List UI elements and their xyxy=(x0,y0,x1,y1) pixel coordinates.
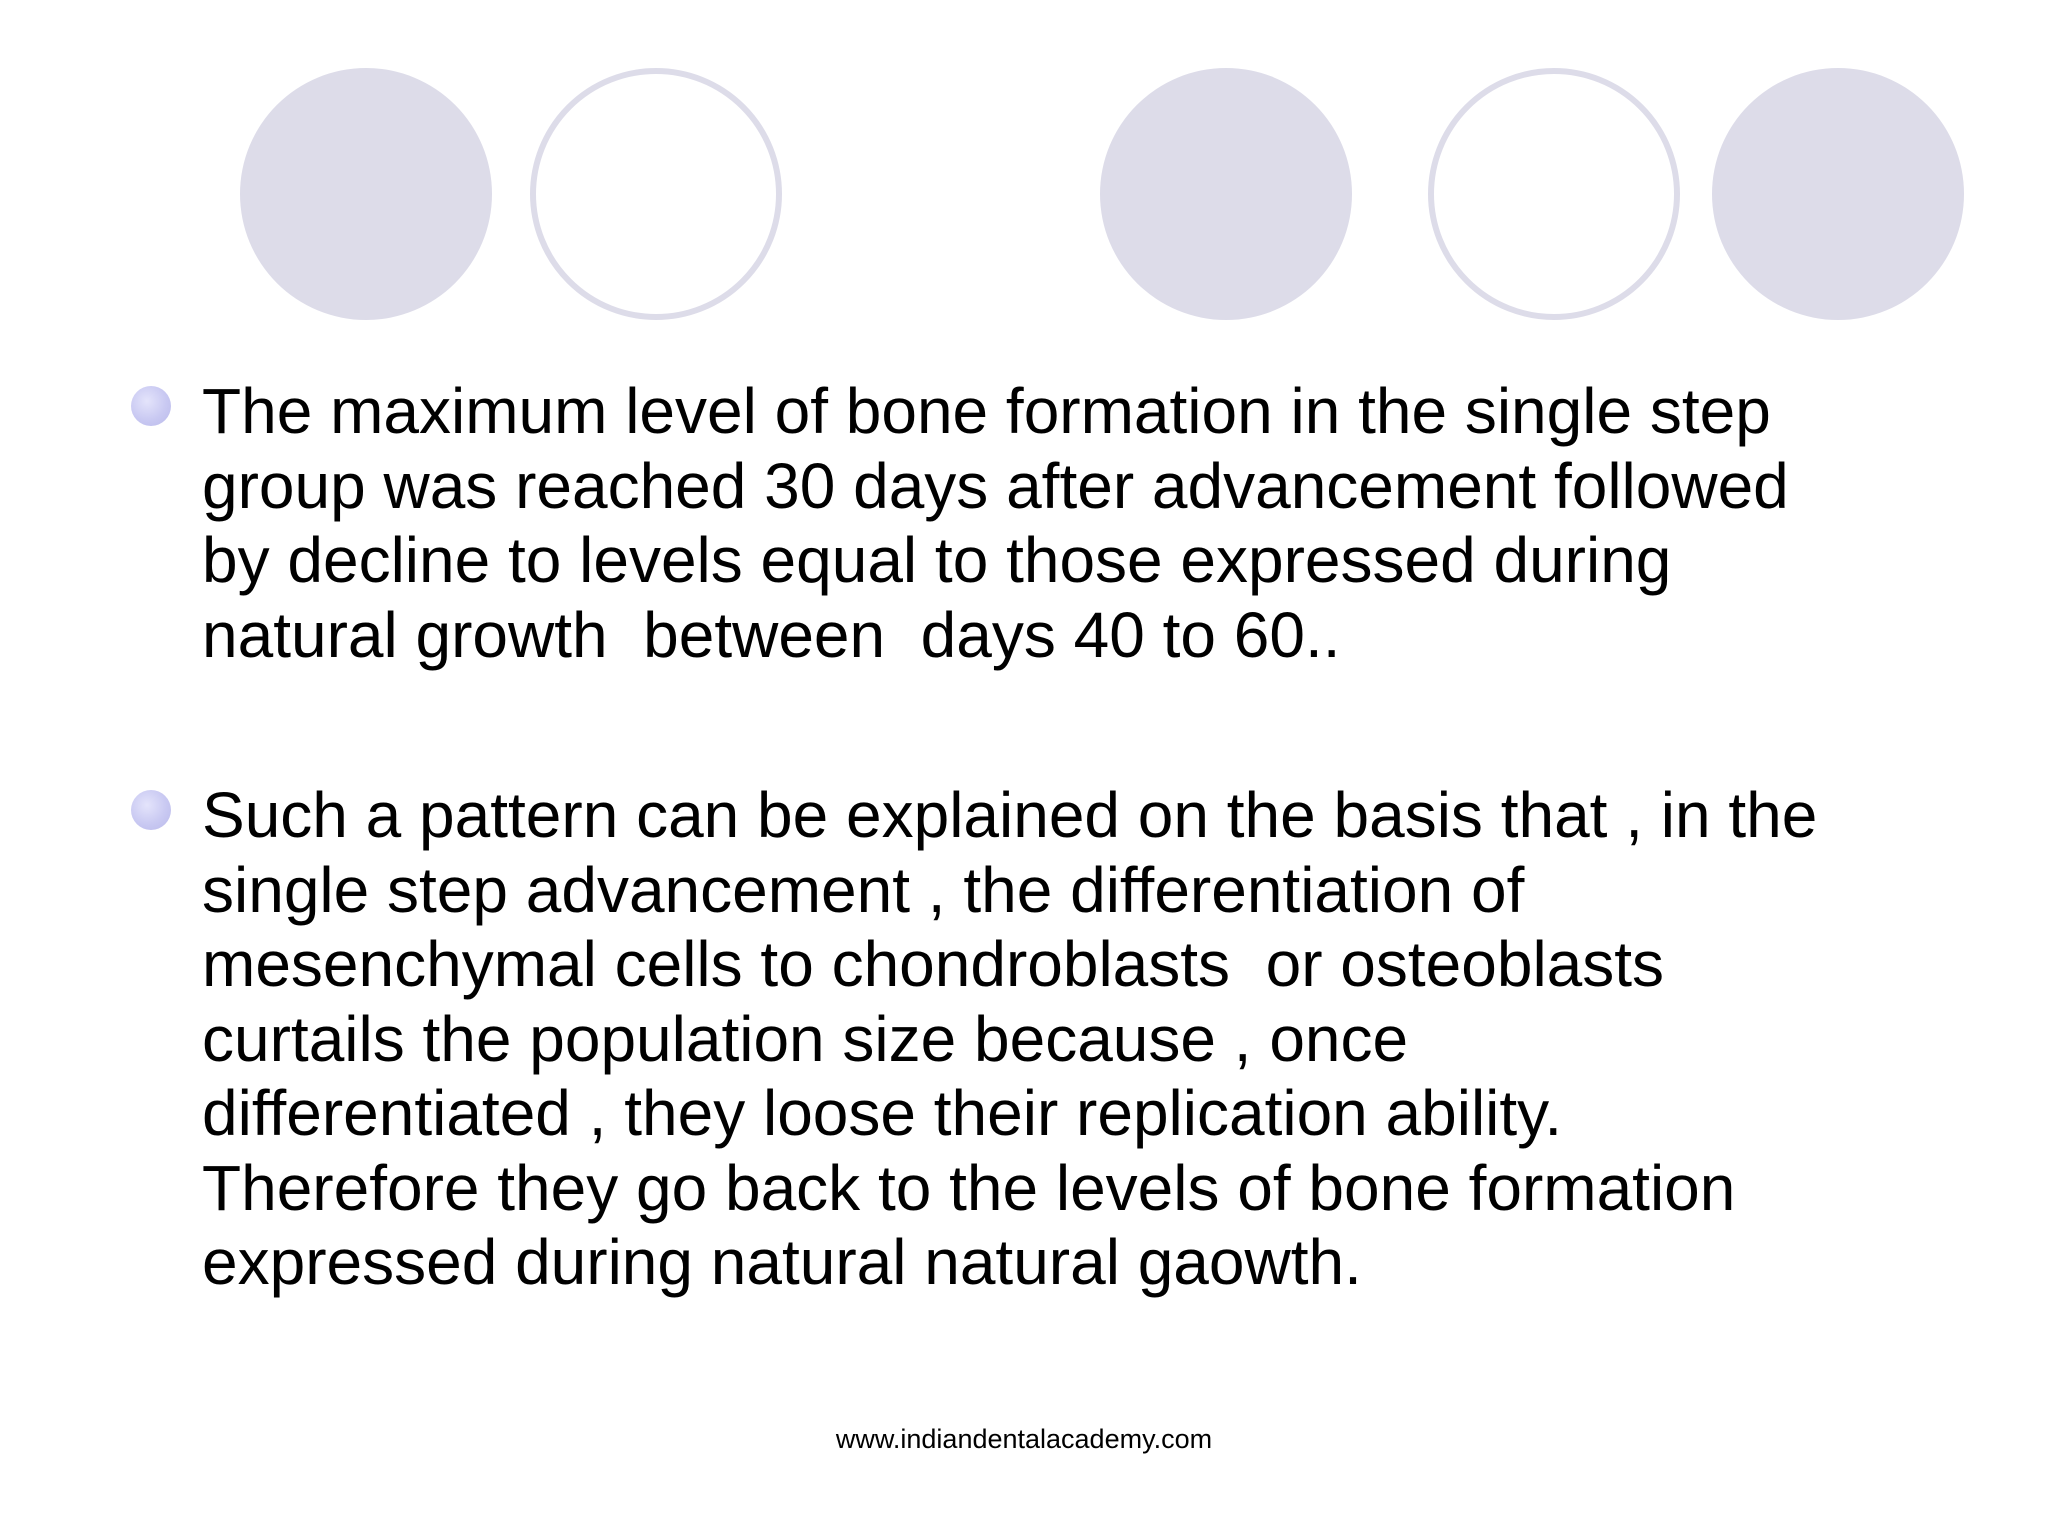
text-line: The maximum level of bone formation in the single step xyxy=(202,375,1771,447)
decorative-circle-outline xyxy=(530,68,782,320)
text-line: expressed during natural natural gaowth. xyxy=(202,1226,1362,1298)
text-line: Such a pattern can be explained on the basis that , in the xyxy=(202,779,1818,851)
bullet-text xyxy=(202,374,2002,672)
decorative-circle-outline xyxy=(1428,68,1680,320)
text-line: curtails the population size because , once xyxy=(202,1002,1409,1075)
decorative-circle-filled xyxy=(1712,68,1964,320)
text-line: by decline to levels equal to those expressed during xyxy=(202,524,1672,596)
text-line: differentiated , they loose their replication ability. xyxy=(202,1077,1563,1149)
bullet-text xyxy=(202,778,2002,1300)
text-line: natural growth between days 40 to 60.. xyxy=(202,598,1341,671)
text-line: single step advancement , the differentiation of xyxy=(202,853,1525,926)
text-line: Therefore they go back to the levels of bone formation xyxy=(202,1151,1736,1224)
footer-url[interactable]: www.indiandentalacademy.com xyxy=(835,1424,1213,1454)
text-line: mesenchymal cells to chondroblasts or osteoblasts xyxy=(202,928,1665,1000)
bullet-dot-icon xyxy=(131,790,171,830)
decorative-circle-filled xyxy=(1100,68,1352,320)
text-line: group was reached 30 days after advancement followed xyxy=(202,449,1789,522)
bullet-dot-icon xyxy=(131,386,171,426)
decorative-circle-filled xyxy=(240,68,492,320)
